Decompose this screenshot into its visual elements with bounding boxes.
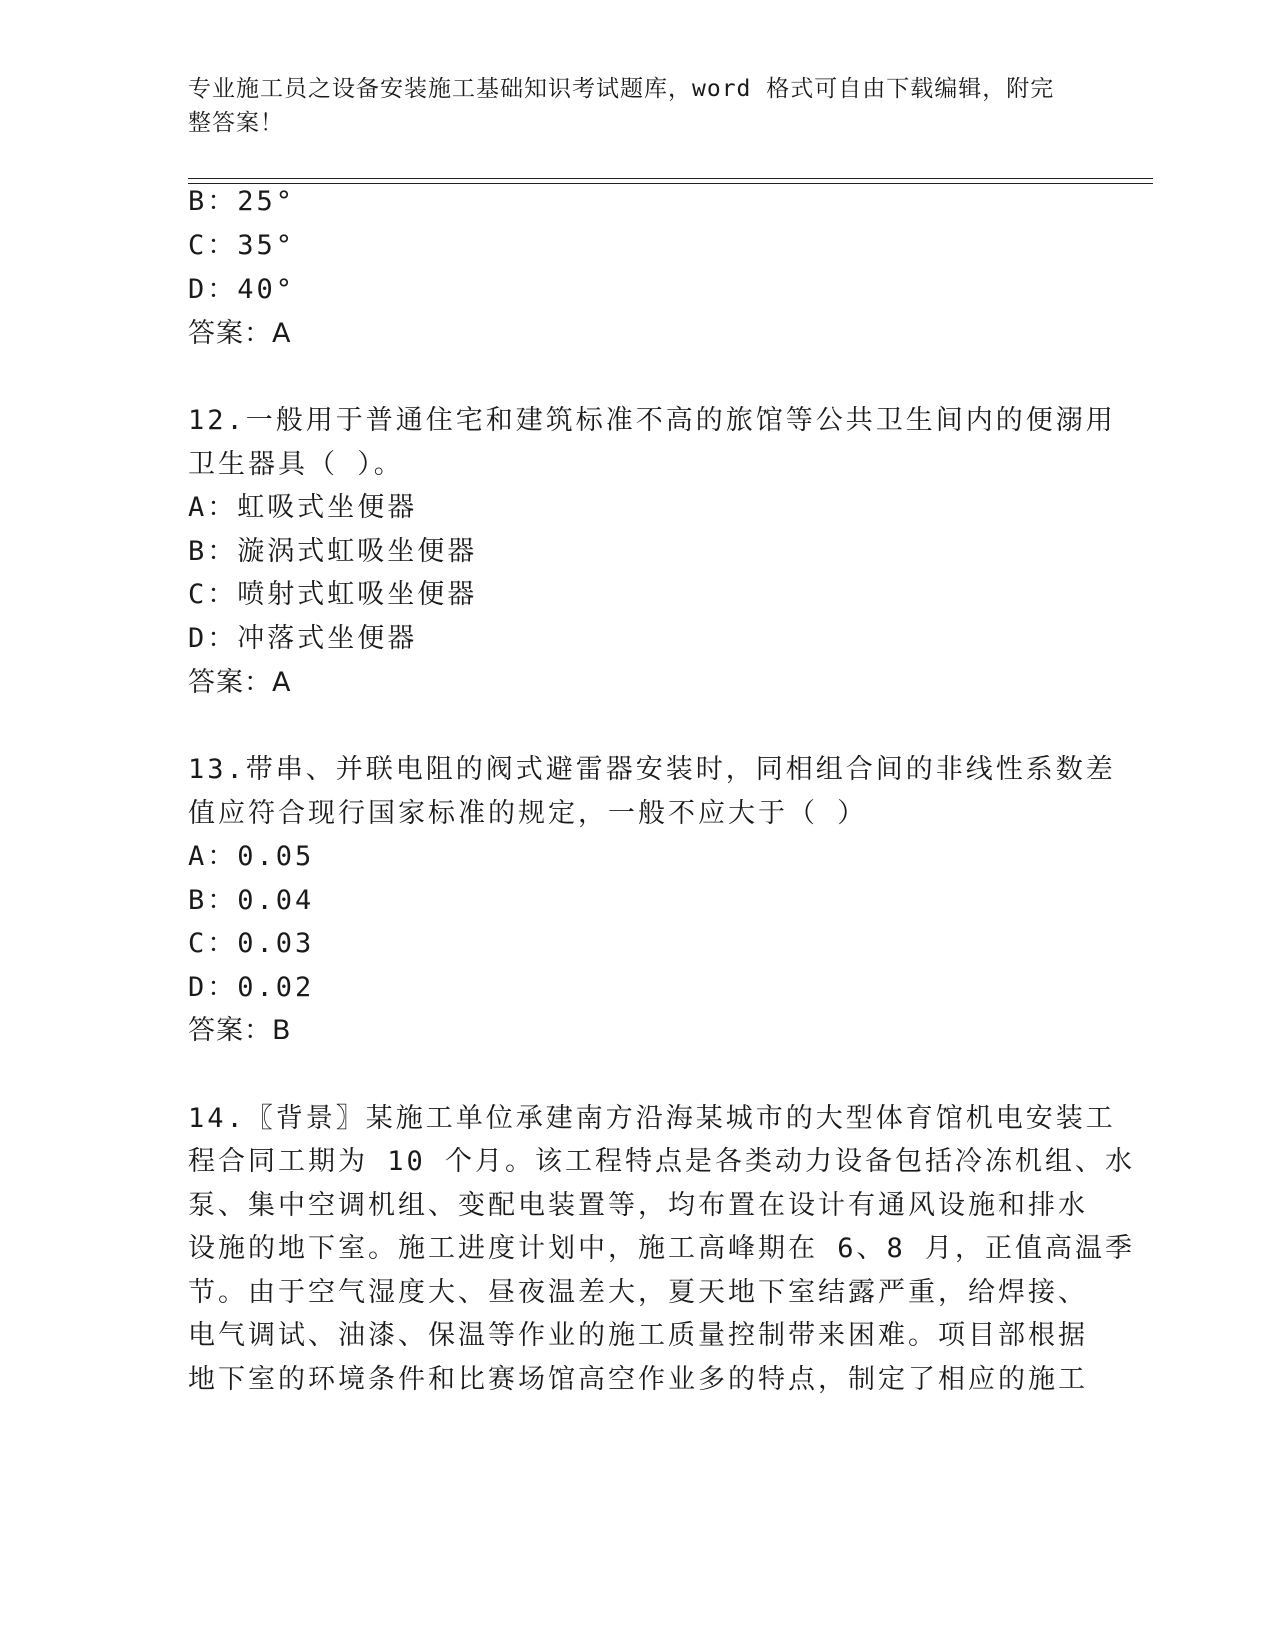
q11-option-c: C：35° (188, 230, 296, 261)
header-divider-top (188, 178, 1153, 179)
q11-option-b: B：25° (188, 186, 296, 217)
q13-stem-line-2: 值应符合现行国家标准的规定，一般不应大于（ ） (188, 798, 868, 829)
q13-stem-line-1: 13.带串、并联电阻的阀式避雷器安装时，同相组合间的非线性系数差 (188, 754, 1116, 785)
q12-option-b: B：漩涡式虹吸坐便器 (188, 536, 478, 567)
q11-answer: 答案：A (188, 318, 292, 349)
q14-stem-line-2: 程合同工期为 10 个月。该工程特点是各类动力设备包括冷冻机组、水 (188, 1146, 1136, 1177)
q13-option-d: D：0.02 (188, 972, 315, 1003)
q12-option-d: D：冲落式坐便器 (188, 623, 418, 654)
q14-stem-line-7: 地下室的环境条件和比赛场馆高空作业多的特点，制定了相应的施工 (188, 1364, 1088, 1395)
q13-option-a: A：0.05 (188, 841, 315, 872)
header-line-2: 整答案！ (188, 110, 284, 136)
q11-option-d: D：40° (188, 274, 296, 305)
q14-stem-line-5: 节。由于空气湿度大、昼夜温差大，夏天地下室结露严重，给焊接、 (188, 1277, 1088, 1308)
q12-option-c: C：喷射式虹吸坐便器 (188, 579, 478, 610)
document-header (188, 72, 1068, 140)
q12-stem-line-1: 12.一般用于普通住宅和建筑标准不高的旅馆等公共卫生间内的便溺用 (188, 405, 1116, 436)
q13-option-b: B：0.04 (188, 885, 315, 916)
header-line-1: 专业施工员之设备安装施工基础知识考试题库，word 格式可自由下载编辑，附完 (188, 76, 1055, 102)
header-divider-bottom (188, 183, 1153, 184)
q12-option-a: A：虹吸式坐便器 (188, 492, 418, 523)
q12-answer: 答案：A (188, 667, 292, 698)
q13-answer: 答案：B (188, 1015, 292, 1046)
q13-option-c: C：0.03 (188, 928, 315, 959)
q14-stem-line-4: 设施的地下室。施工进度计划中，施工高峰期在 6、8 月，正值高温季 (188, 1233, 1136, 1264)
q14-stem-line-3: 泵、集中空调机组、变配电装置等，均布置在设计有通风设施和排水 (188, 1190, 1088, 1221)
q14-stem-line-6: 电气调试、油漆、保温等作业的施工质量控制带来困难。项目部根据 (188, 1320, 1088, 1351)
q14-stem-line-1: 14.〖背景〗某施工单位承建南方沿海某城市的大型体育馆机电安装工 (188, 1103, 1116, 1134)
q12-stem-line-2: 卫生器具（ ）。 (188, 449, 404, 480)
